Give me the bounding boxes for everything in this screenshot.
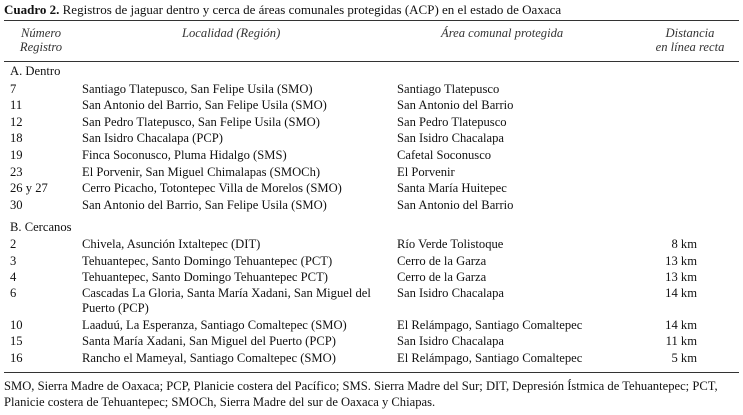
table-row xyxy=(0,197,743,213)
table-row xyxy=(0,236,743,252)
cell-distancia: 8 km xyxy=(671,237,697,251)
header-distancia xyxy=(640,26,740,54)
table-row xyxy=(0,333,743,349)
cell-area: Cerro de la Garza xyxy=(397,253,487,268)
cell-area: San Isidro Chacalapa xyxy=(397,334,505,349)
cell-numero: 2 xyxy=(10,237,17,251)
header-distancia-line2: en línea recta xyxy=(655,40,725,54)
cell-localidad: San Antonio del Barrio, San Felipe Usila (SMO) xyxy=(82,98,327,113)
cell-distancia: 5 km xyxy=(671,351,697,365)
cell-localidad: San Isidro Chacalapa (PCP) xyxy=(82,131,223,146)
table-row xyxy=(0,286,743,316)
table-row xyxy=(0,81,743,97)
header-rule xyxy=(4,61,739,62)
cell-numero: 10 xyxy=(10,317,23,332)
cell-distancia: 14 km xyxy=(665,285,697,300)
table-row xyxy=(0,114,743,130)
header-area: Área comunal protegida xyxy=(441,26,564,40)
cell-numero: 16 xyxy=(10,351,23,365)
cell-area: El Relámpago, Santiago Comaltepec xyxy=(397,351,583,365)
table-row xyxy=(0,180,743,196)
cell-distancia: 14 km xyxy=(665,317,697,332)
table-row xyxy=(0,350,743,366)
cell-area: Cafetal Soconusco xyxy=(397,147,492,162)
cell-localidad: Finca Soconusco, Pluma Hidalgo (SMS) xyxy=(82,147,287,162)
table-number: Cuadro 2. xyxy=(4,2,60,17)
table-row xyxy=(0,164,743,180)
cell-area: San Isidro Chacalapa xyxy=(397,131,505,146)
table-title xyxy=(4,2,561,18)
footnote: SMO, Sierra Madre de Oaxaca; PCP, Planicie costera del Pacífico; SMS. Sierra Madre del Sur; DIT, Depresión Ístmica de Tehuantepec; PCT, Planicie costera de Tehuantepec; SMOCh, Sierra Madre del sur de Oaxaca y Chiapas. xyxy=(4,379,718,409)
cell-localidad: El Porvenir, San Miguel Chimalapas (SMOCh) xyxy=(82,164,321,179)
cell-localidad: Tehuantepec, Santo Domingo Tehuantepec PCT) xyxy=(82,270,328,285)
cell-localidad: Laaduú, La Esperanza, Santiago Comaltepec (SMO) xyxy=(82,317,347,332)
cell-area: El Relámpago, Santiago Comaltepec xyxy=(397,317,583,332)
cell-numero: 30 xyxy=(10,197,23,212)
cell-localidad: Cerro Picacho, Totontepec Villa de Morelos (SMO) xyxy=(82,181,342,196)
header-localidad: Localidad (Región) xyxy=(182,26,281,40)
cell-distancia: 11 km xyxy=(665,334,697,349)
cell-distancia: 13 km xyxy=(665,270,697,285)
cell-localidad: Rancho el Mameyal, Santiago Comaltepec (SMO) xyxy=(82,351,336,365)
top-rule xyxy=(4,20,739,21)
cell-area: Santiago Tlatepusco xyxy=(397,81,500,96)
cell-numero: 11 xyxy=(10,98,23,113)
bottom-rule xyxy=(4,372,739,373)
cell-area: San Isidro Chacalapa xyxy=(397,285,505,300)
table-row xyxy=(0,253,743,269)
header-distancia-line1: Distancia xyxy=(665,26,715,40)
table-row xyxy=(0,97,743,113)
header-numero-line1: Número xyxy=(20,26,62,40)
section-label-dentro: A. Dentro xyxy=(10,64,61,78)
cell-numero: 18 xyxy=(10,131,23,146)
cell-numero: 19 xyxy=(10,147,23,162)
table-caption: Registros de jaguar dentro y cerca de áreas comunales protegidas (ACP) en el estado de Oaxaca xyxy=(59,2,562,17)
section-label-cercanos: B. Cercanos xyxy=(10,220,72,234)
cell-area: Río Verde Tolistoque xyxy=(397,237,504,251)
cell-localidad: Chivela, Asunción Ixtaltepec (DIT) xyxy=(82,237,261,251)
cell-numero: 4 xyxy=(10,270,17,285)
cell-area: San Antonio del Barrio xyxy=(397,197,514,212)
cell-area: El Porvenir xyxy=(397,164,455,179)
cell-area: San Antonio del Barrio xyxy=(397,98,514,113)
cell-localidad: Santiago Tlatepusco, San Felipe Usila (SMO) xyxy=(82,81,313,96)
cell-localidad: Santa María Xadani, San Miguel del Puerto (PCP) xyxy=(82,334,336,349)
table-row xyxy=(0,147,743,163)
cell-localidad: Cascadas La Gloria, Santa María Xadani, San Miguel del Puerto (PCP) xyxy=(82,285,371,315)
cell-numero: 15 xyxy=(10,334,23,349)
cell-localidad: San Pedro Tlatepusco, San Felipe Usila (SMO) xyxy=(82,114,320,129)
cell-area: San Pedro Tlatepusco xyxy=(397,114,507,129)
cell-localidad: San Antonio del Barrio, San Felipe Usila (SMO) xyxy=(82,197,327,212)
header-numero-registro xyxy=(10,26,72,54)
cell-numero: 3 xyxy=(10,253,17,268)
cell-distancia: 13 km xyxy=(665,253,697,268)
cell-area: Santa María Huitepec xyxy=(397,181,507,196)
cell-numero: 26 y 27 xyxy=(10,181,48,196)
table-row xyxy=(0,130,743,146)
table-row xyxy=(0,317,743,333)
cell-localidad: Tehuantepec, Santo Domingo Tehuantepec (PCT) xyxy=(82,253,333,268)
cell-numero: 23 xyxy=(10,164,23,179)
cell-numero: 12 xyxy=(10,114,23,129)
header-numero-line2: Registro xyxy=(19,40,63,54)
cell-numero: 7 xyxy=(10,81,17,96)
cell-area: Cerro de la Garza xyxy=(397,270,487,285)
cell-numero: 6 xyxy=(10,285,17,300)
table-row xyxy=(0,269,743,285)
